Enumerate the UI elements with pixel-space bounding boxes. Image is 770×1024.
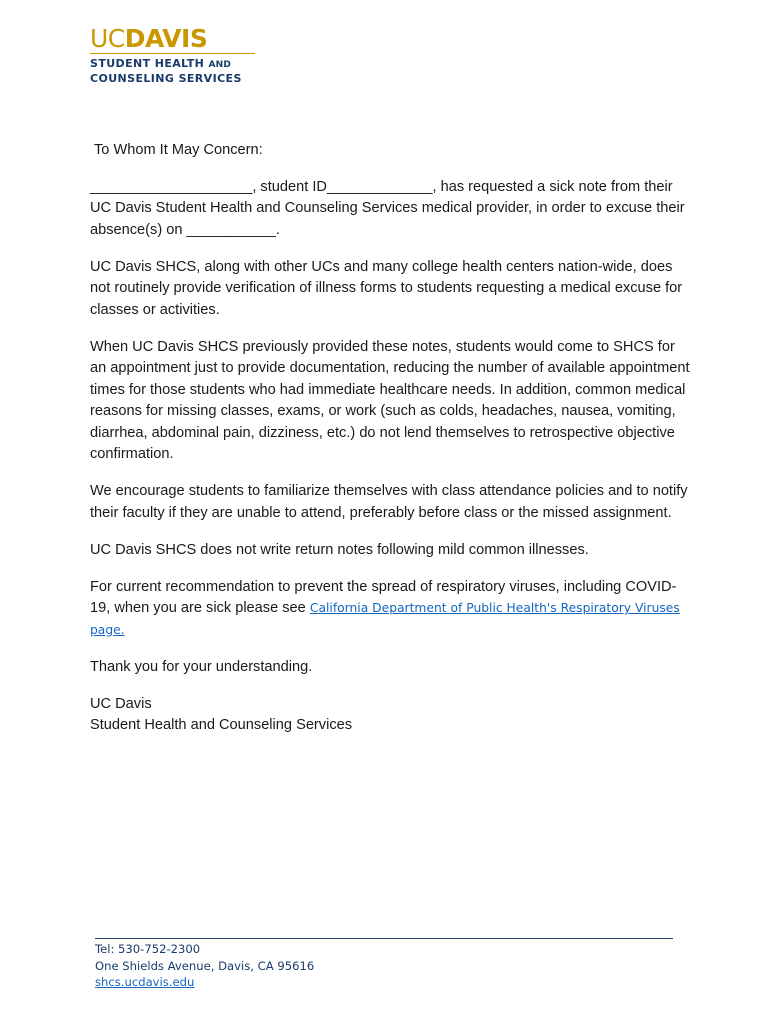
logo-divider [90, 53, 255, 54]
logo-line1-and: AND [208, 60, 232, 70]
ucdavis-shcs-logo [90, 26, 260, 86]
footer-divider [95, 938, 673, 939]
paragraph-history: When UC Davis SHCS previously provided these notes, students would come to SHCS for an appointment just to provide documentation, reducing the number of available appointment times for those students who had immediate healthcare needs. In addition, common medical reasons for missing classes, exams, or work (such as colds, headaches, nausea, vomiting, diarrhea, abdominal pain, dizziness, etc.) do not lend themselves to retrospective objective confirmation. [90, 338, 690, 462]
greeting: To Whom It May Concern: [94, 142, 263, 158]
request-text-b: , has requested a sick note from their UC Davis Student Health and Counseling Services medical provider, in order to excuse their absence(s) on [90, 178, 685, 238]
logo-davis-text: DAVIS [124, 24, 208, 53]
logo-line1 [90, 57, 260, 72]
logo-line2: COUNSELING SERVICES [90, 72, 242, 85]
logo-line1-main: STUDENT HEALTH [90, 57, 205, 70]
request-text-a: , student ID [252, 178, 327, 195]
signature-line-2: Student Health and Counseling Services [90, 717, 353, 733]
paragraph-request [90, 177, 690, 242]
respiratory-text: For current recommendation to prevent the spread of respiratory viruses, including COVID-19, when you are sick please see [90, 578, 677, 616]
thanks: Thank you for your understanding. [90, 658, 313, 675]
paragraph-encourage: We encourage students to familiarize themselves with class attendance policies and to notify their faculty if they are unable to attend, preferably before class or the missed assignment. [90, 483, 688, 521]
blank-absence-date: ___________ [186, 221, 276, 238]
signature-line-1: UC Davis [90, 695, 152, 712]
logo-uc-text: UC [90, 24, 125, 53]
signature-block [90, 694, 690, 737]
letter-body [90, 140, 690, 737]
footer-address: One Shields Avenue, Davis, CA 95616 [95, 958, 315, 973]
request-text-end: . [275, 221, 280, 238]
blank-student-id: _____________ [326, 178, 433, 195]
paragraph-policy: UC Davis SHCS, along with other UCs and many college health centers nation-wide, does not routinely provide verification of illness forms to students requesting a medical excuse for classes or activities. [90, 258, 683, 318]
blank-student-name: ____________________ [90, 178, 253, 195]
logo-wordmark [90, 26, 260, 52]
paragraph-respiratory [90, 577, 690, 642]
paragraph-return-notes: UC Davis SHCS does not write return notes following mild common illnesses. [90, 541, 589, 558]
cdph-respiratory-link[interactable]: California Department of Public Health's Respiratory Viruses page. [90, 601, 680, 637]
footer-website-link[interactable]: shcs.ucdavis.edu [95, 975, 195, 989]
footer [95, 938, 673, 991]
footer-phone: Tel: 530-752-2300 [95, 942, 201, 956]
